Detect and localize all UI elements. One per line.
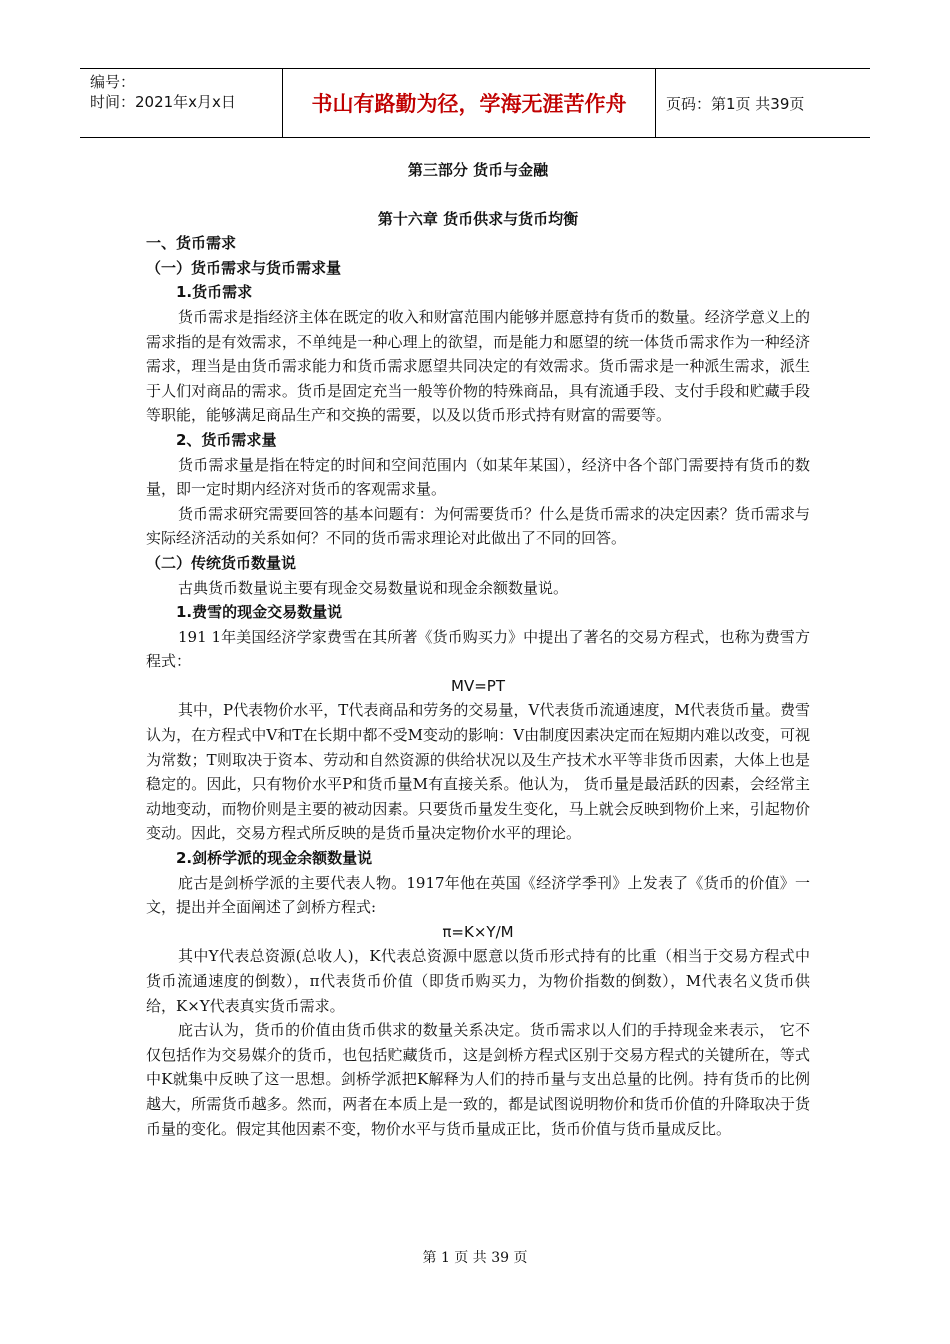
subsection-heading: （二）传统货币数量说 xyxy=(146,553,297,572)
document-body xyxy=(146,158,810,1141)
item-heading: 1.费雪的现金交易数量说 xyxy=(176,603,343,622)
item-heading: 2.剑桥学派的现金余额数量说 xyxy=(176,849,373,868)
doc-number-label: 编号： xyxy=(90,73,136,91)
paragraph: 庇古认为，货币的价值由货币供求的数量关系决定。货币需求以人们的手持现金来表示， 它不仅包括作为交易媒介的货币，也包括贮藏货币，这是剑桥方程式区别于交易方程式的关键所在，等式中K就集中反映了这一思想。剑桥学派把K解释为人们的持币量与支出总量的比例。持有货币的比例越大，所需货币越多。然而，两者在本质上是一致的，都是试图说明物价和货币价值的升降取决于货币量的变化。假定其他因素不变，物价水平与货币量成正比，货币价值与货币量成反比。 xyxy=(146,1021,810,1138)
header-meta xyxy=(80,69,283,137)
section-heading: 一、货币需求 xyxy=(146,234,237,253)
chapter-title: 第十六章 货币供求与货币均衡 xyxy=(377,209,579,228)
page-header xyxy=(80,68,870,138)
item-heading: 2、货币需求量 xyxy=(176,430,277,449)
paragraph: 其中Y代表总资源(总收人)，K代表总资源中愿意以货币形式持有的比重（相当于交易方程式中货币流通速度的倒数），π代表货币价值（即货币购买力，为物价指数的倒数），M代表名义货币供给，K×Y代表真实货币需求。 xyxy=(146,947,810,1015)
header-page-info: 页码：第1页 共39页 xyxy=(666,94,805,113)
paragraph: 货币需求研究需要回答的基本问题有：为何需要货币？什么是货币需求的决定因素？货币需求与实际经济活动的关系如何？不同的货币需求理论对此做出了不同的回答。 xyxy=(146,504,810,548)
item-heading: 1.货币需求 xyxy=(176,283,253,302)
doc-time-label: 时间：2021年x月x日 xyxy=(90,93,236,111)
paragraph: 货币需求量是指在特定的时间和空间范围内（如某年某国），经济中各个部门需要持有货币的数量，即一定时期内经济对货币的客观需求量。 xyxy=(146,455,810,499)
paragraph: 庇古是剑桥学派的主要代表人物。1917年他在英国《经济学季刊》上发表了《货币的价值》一文，提出并全面阐述了剑桥方程式: xyxy=(146,873,810,917)
paragraph: 其中，P代表物价水平，T代表商品和劳务的交易量，V代表货币流通速度，M代表货币量。费雪认为，在方程式中V和T在长期中都不受M变动的影响：V由制度因素决定而在短期内难以改变，可视为常数；T则取决于资本、劳动和自然资源的供给状况以及生产技术水平等非货币因素，大体上也是稳定的。因此，只有物价水平P和货币量M有直接关系。他认为， 货币量是最活跃的因素，会经常主动地变动，而物价则是主要的被动因素。只要货币量发生变化，马上就会反映到物价上来，引起物价变动。因此，交易方程式所反映的是货币量决定物价水平的理论。 xyxy=(146,701,810,843)
paragraph: 古典货币数量说主要有现金交易数量说和现金余额数量说。 xyxy=(178,578,569,597)
paragraph: 191 1年美国经济学家费雪在其所著《货币购买力》中提出了著名的交易方程式，也称为费雪方程式： xyxy=(146,627,810,671)
part-title: 第三部分 货币与金融 xyxy=(407,161,549,179)
subsection-heading: （一）货币需求与货币需求量 xyxy=(146,258,342,277)
paragraph: 货币需求是指经济主体在既定的收入和财富范围内能够并愿意持有货币的数量。经济学意义上的需求指的是有效需求，不单纯是一种心理上的欲望，而是能力和愿望的统一体货币需求作为一种经济需求，理当是由货币需求能力和货币需求愿望共同决定的有效需求。货币需求是一种派生需求，派生于人们对商品的需求。货币是固定充当一般等价物的特殊商品，具有流通手段、支付手段和贮藏手段等职能，能够满足商品生产和交换的需要，以及以货币形式持有财富的需要等。 xyxy=(146,307,810,425)
header-motto: 书山有路勤为径，学海无涯苦作舟 xyxy=(283,69,656,137)
cambridge-formula: π=K×Y/M xyxy=(442,922,514,941)
fisher-formula: MV=PT xyxy=(451,676,505,695)
page-footer: 第 1 页 共 39 页 xyxy=(422,1250,528,1266)
